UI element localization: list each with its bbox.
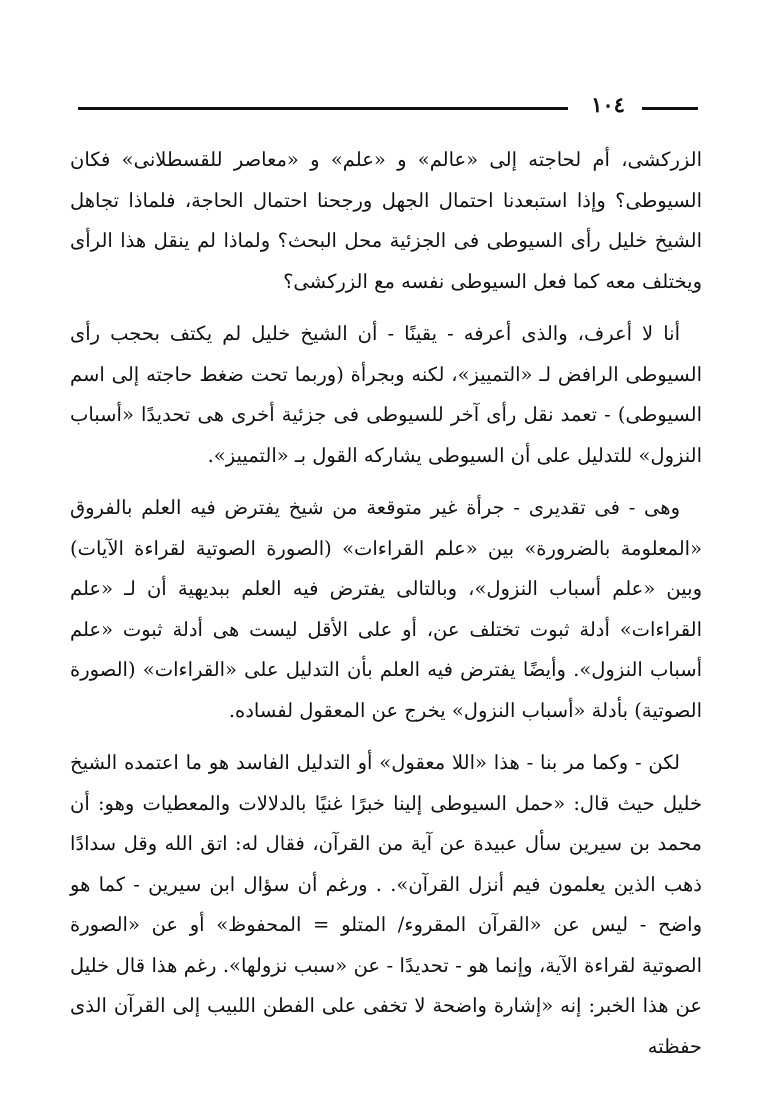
page-header: [78, 92, 698, 122]
header-rule-short: [642, 107, 698, 110]
paragraph-2: أنا لا أعرف، والذى أعرفه - يقينًا - أن الشيخ خليل لم يكتف بحجب رأى السيوطى الرافض لـ «التمييز»، لكنه وبجرأة (وربما تحت ضغط حاجته إلى اسم السيوطى) - تعمد نقل رأى آخر للسيوطى فى جزئية أخرى هى تحديدًا «أسباب النزول» للتدليل على أن السيوطى يشاركه القول بـ «التمييز».: [70, 322, 702, 467]
header-rule: [78, 107, 568, 110]
paragraph-1: الزركشى، أم لحاجته إلى «عالم» و «علم» و «معاصر للقسطلانى» فكان السيوطى؟ وإذا استبعدنا احتمال الجهل ورجحنا احتمال الحاجة، فلماذا تجاهل الشيخ خليل رأى السيوطى فى الجزئية محل البحث؟ ولماذا لم ينقل هذا الرأى ويختلف معه كما فعل السيوطى نفسه مع الزركشى؟: [70, 148, 702, 293]
body-text: [70, 140, 702, 1079]
paragraph-4: لكن - وكما مر بنا - هذا «اللا معقول» أو التدليل الفاسد هو ما اعتمده الشيخ خليل حيث قال: «حمل السيوطى إلينا خبرًا غنيًا بالدلالات والمعطيات وهو: أن محمد بن سيرين سأل عبيدة عن آية من القرآن، فقال له: اتق الله وقل سدادًا ذهب الذين يعلمون فيم أنزل القرآن». . ورغم أن سؤال ابن سيرين - كما هو واضح - ليس عن «القرآن المقروء/ المتلو = المحفوظ» أو عن «الصورة الصوتية لقراءة الآية، وإنما هو - تحديدًا - عن «سبب نزولها». رغم هذا قال خليل عن هذا الخبر: إنه «إشارة واضحة لا تخفى على الفطن اللبيب إلى القرآن الذى حفظته: [70, 751, 702, 1058]
page-number: ١٠٤: [591, 92, 625, 117]
paragraph-3: وهى - فى تقديرى - جرأة غير متوقعة من شيخ يفترض فيه العلم بالفروق «المعلومة بالضرورة» بين «علم القراءات» (الصورة الصوتية لقراءة الآيات) وبين «علم أسباب النزول»، وبالتالى يفترض فيه العلم ببديهية أن لـ «علم القراءات» أدلة ثبوت تختلف عن، أو على الأقل ليست هى أدلة ثبوت «علم أسباب النزول». وأيضًا يفترض فيه العلم بأن التدليل على «القراءات» (الصورة الصوتية) بأدلة «أسباب النزول» يخرج عن المعقول لفساده.: [70, 496, 702, 722]
